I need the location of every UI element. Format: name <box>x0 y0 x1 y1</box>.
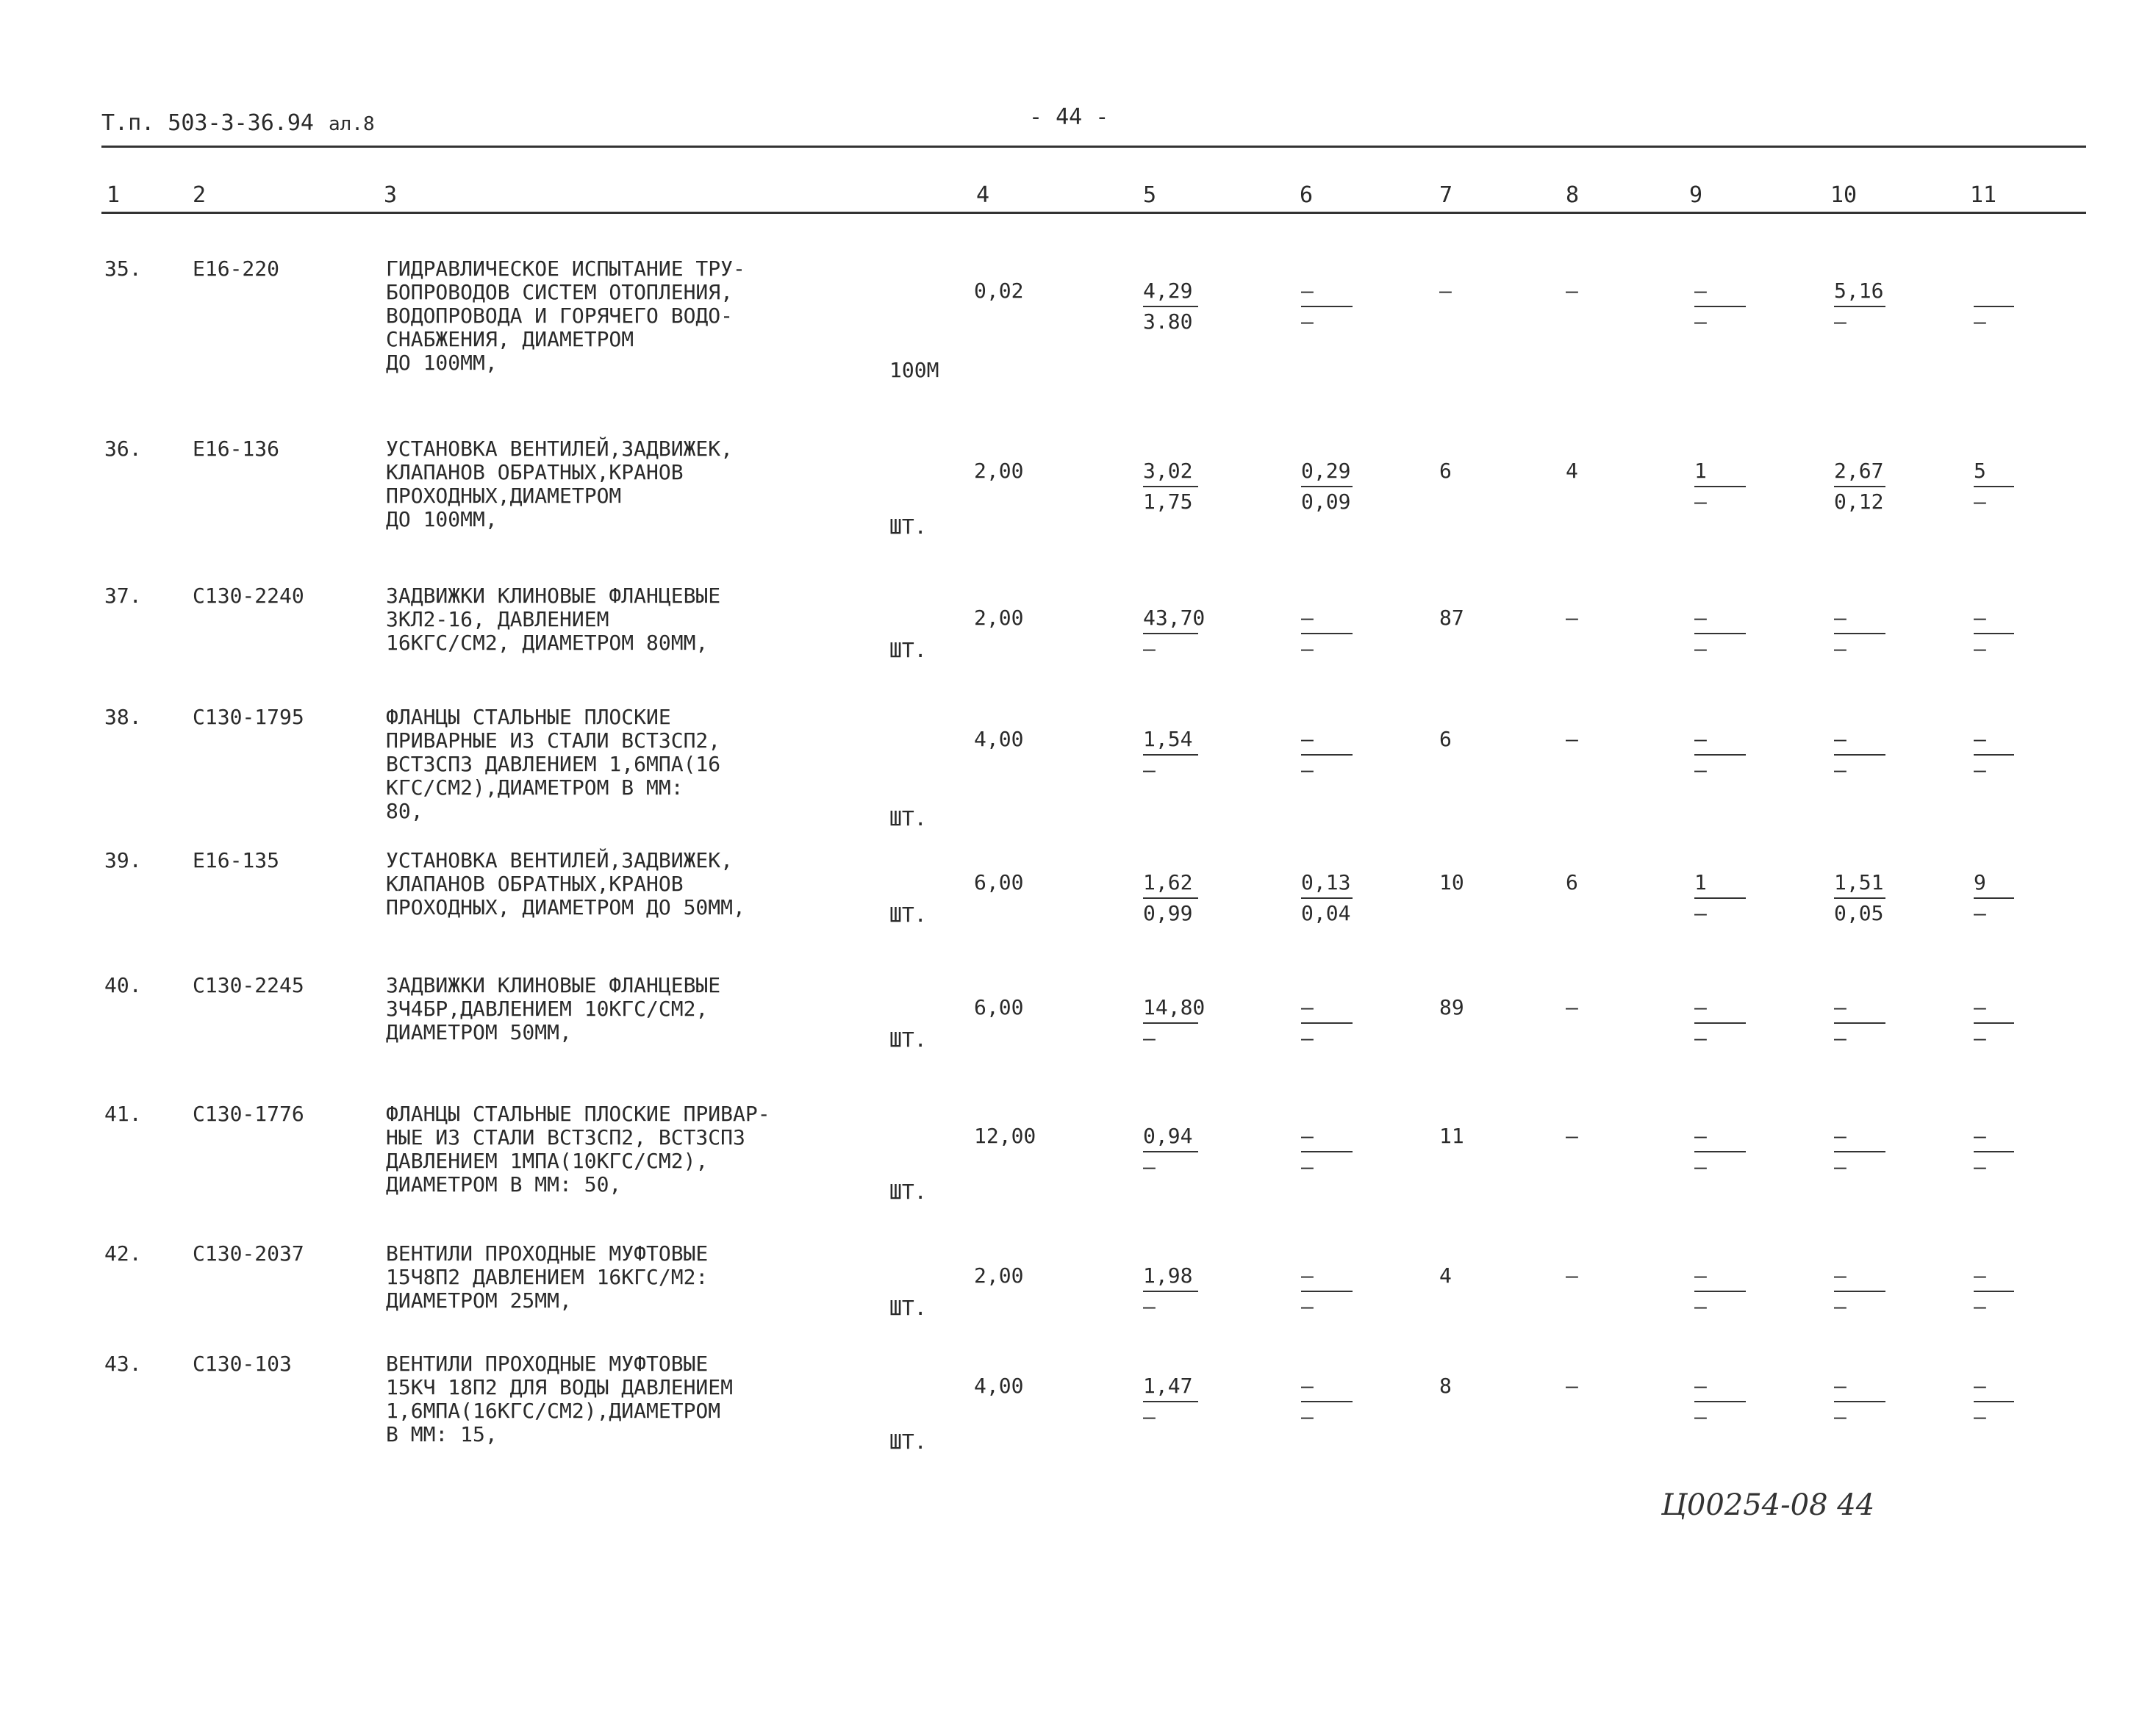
column-number: 11 <box>1970 182 1997 208</box>
column-10-bottom: – <box>1834 758 1847 782</box>
description-line: НЫЕ ИЗ СТАЛИ ВСТЗСП2, ВСТЗСПЗ <box>386 1125 745 1149</box>
row-number: 41. <box>104 1102 142 1126</box>
work-description <box>386 849 856 919</box>
description-line: ДИАМЕТРОМ В ММ: 50, <box>386 1172 622 1197</box>
row-number: 35. <box>104 257 142 281</box>
description-line: КЛАПАНОВ ОБРАТНЫХ,КРАНОВ <box>386 460 684 484</box>
description-line: ЗКЛ2-16, ДАВЛЕНИЕМ <box>386 607 609 631</box>
work-description <box>386 706 856 823</box>
unit-cost-bottom: 0,99 <box>1143 901 1193 925</box>
column-11-top: – <box>1974 1263 1986 1288</box>
unit-cost-bottom: – <box>1143 758 1156 782</box>
column-11-top: – <box>1974 995 1986 1019</box>
work-description <box>386 584 856 655</box>
fraction-line <box>1974 1022 2014 1024</box>
column-7-value: 10 <box>1439 870 1464 894</box>
fraction-line <box>1143 1022 1198 1024</box>
description-line: ЗАДВИЖКИ КЛИНОВЫЕ ФЛАНЦЕВЫЕ <box>386 584 721 608</box>
column-9-bottom: – <box>1694 1026 1707 1050</box>
column-9-top: – <box>1694 1124 1707 1148</box>
work-description <box>386 1352 856 1446</box>
unit-cost-top: 3,02 <box>1143 459 1193 483</box>
unit-cost-top: 1,47 <box>1143 1374 1193 1398</box>
work-description <box>386 974 856 1044</box>
column-number: 1 <box>107 182 121 208</box>
column-10-bottom: 0,12 <box>1834 489 1884 514</box>
column-9-top: – <box>1694 279 1707 303</box>
page-number: - 44 - <box>1029 104 1109 130</box>
column-7-value: 6 <box>1439 727 1452 751</box>
description-line: ВЕНТИЛИ ПРОХОДНЫЕ МУФТОВЫЕ <box>386 1241 709 1266</box>
column-10-top: 5,16 <box>1834 279 1884 303</box>
column-8-value: – <box>1566 1374 1578 1398</box>
description-line: БОПРОВОДОВ СИСТЕМ ОТОПЛЕНИЯ, <box>386 280 734 304</box>
unit-of-measure: ШТ. <box>889 638 927 662</box>
fraction-line <box>1694 633 1746 634</box>
unit-of-measure: ШТ. <box>889 1180 927 1204</box>
unit-cost-bottom: – <box>1143 636 1156 661</box>
column-7-value: 11 <box>1439 1124 1464 1148</box>
description-line: КГС/СМ2),ДИАМЕТРОМ В ММ: <box>386 775 684 800</box>
machine-cost-bottom: – <box>1301 758 1314 782</box>
unit-cost-bottom: 1,75 <box>1143 489 1193 514</box>
column-10-top: 2,67 <box>1834 459 1884 483</box>
rate-code: С130-2037 <box>193 1241 304 1266</box>
column-8-value: – <box>1566 995 1578 1019</box>
column-number: 6 <box>1300 182 1314 208</box>
handwritten-signature: Ц00254-08 44 <box>1661 1488 1875 1522</box>
rate-code: Е16-136 <box>193 437 280 461</box>
quantity: 4,00 <box>974 727 1024 751</box>
fraction-line <box>1301 1291 1353 1292</box>
fraction-line <box>1834 1291 1885 1292</box>
fraction-line <box>1974 754 2014 756</box>
column-number: 7 <box>1439 182 1453 208</box>
fraction-line <box>1694 1401 1746 1402</box>
column-9-top: – <box>1694 606 1707 630</box>
column-10-bottom: 0,05 <box>1834 901 1884 925</box>
fraction-line <box>1143 486 1198 487</box>
row-number: 39. <box>104 848 142 872</box>
unit-cost-bottom: – <box>1143 1026 1156 1050</box>
fraction-line <box>1143 897 1198 899</box>
row-number: 43. <box>104 1352 142 1376</box>
description-line: 1,6МПА(16КГС/СМ2),ДИАМЕТРОМ <box>386 1399 721 1423</box>
header-rule-bottom <box>101 212 2086 214</box>
rate-code: С130-103 <box>193 1352 292 1376</box>
description-line: УСТАНОВКА ВЕНТИЛЕЙ,ЗАДВИЖЕК, <box>386 437 734 461</box>
machine-cost-top: 0,13 <box>1301 870 1351 894</box>
fraction-line <box>1974 1401 2014 1402</box>
work-description <box>386 1242 856 1313</box>
unit-cost-top: 0,94 <box>1143 1124 1193 1148</box>
unit-of-measure: ШТ. <box>889 514 927 539</box>
column-9-bottom: – <box>1694 1405 1707 1429</box>
description-line: ДАВЛЕНИЕМ 1МПА(10КГС/СМ2), <box>386 1149 709 1173</box>
column-11-bottom: – <box>1974 901 1986 925</box>
description-line: ДИАМЕТРОМ 50ММ, <box>386 1020 572 1044</box>
fraction-line <box>1301 1151 1353 1152</box>
column-11-bottom: – <box>1974 1405 1986 1429</box>
fraction-line <box>1834 633 1885 634</box>
column-10-top: – <box>1834 1124 1847 1148</box>
column-11-bottom: – <box>1974 1294 1986 1319</box>
column-10-top: 1,51 <box>1834 870 1884 894</box>
unit-cost-top: 14,80 <box>1143 995 1206 1019</box>
column-10-top: – <box>1834 995 1847 1019</box>
column-8-value: – <box>1566 1263 1578 1288</box>
description-line: УСТАНОВКА ВЕНТИЛЕЙ,ЗАДВИЖЕК, <box>386 848 734 872</box>
fraction-line <box>1694 754 1746 756</box>
document-code-text: Т.п. 503-3-36.94 <box>101 110 314 136</box>
column-10-top: – <box>1834 727 1847 751</box>
column-11-bottom: – <box>1974 1155 1986 1179</box>
work-description <box>386 257 856 375</box>
rate-code: С130-1776 <box>193 1102 304 1126</box>
quantity: 4,00 <box>974 1374 1024 1398</box>
description-line: ПРОХОДНЫХ, ДИАМЕТРОМ ДО 50ММ, <box>386 895 745 919</box>
column-11-bottom: – <box>1974 636 1986 661</box>
row-number: 37. <box>104 584 142 608</box>
column-11-bottom: – <box>1974 1026 1986 1050</box>
fraction-line <box>1694 1151 1746 1152</box>
description-line: СНАБЖЕНИЯ, ДИАМЕТРОМ <box>386 327 634 351</box>
column-10-bottom: – <box>1834 309 1847 334</box>
description-line: ФЛАНЦЫ СТАЛЬНЫЕ ПЛОСКИЕ ПРИВАР- <box>386 1102 770 1126</box>
document-code <box>101 110 375 136</box>
unit-of-measure: ШТ. <box>889 1027 927 1052</box>
fraction-line <box>1301 486 1353 487</box>
unit-cost-top: 43,70 <box>1143 606 1206 630</box>
fraction-line <box>1301 1022 1353 1024</box>
machine-cost-top: – <box>1301 1374 1314 1398</box>
column-9-bottom: – <box>1694 309 1707 334</box>
column-9-bottom: – <box>1694 636 1707 661</box>
unit-cost-top: 4,29 <box>1143 279 1193 303</box>
fraction-line <box>1143 633 1198 634</box>
column-8-value: – <box>1566 279 1578 303</box>
description-line: КЛАПАНОВ ОБРАТНЫХ,КРАНОВ <box>386 872 684 896</box>
quantity: 6,00 <box>974 870 1024 894</box>
column-8-value: – <box>1566 606 1578 630</box>
machine-cost-top: 0,29 <box>1301 459 1351 483</box>
column-11-top: – <box>1974 727 1986 751</box>
work-description <box>386 437 856 531</box>
unit-cost-bottom: – <box>1143 1405 1156 1429</box>
column-9-top: – <box>1694 1263 1707 1288</box>
column-11-bottom: – <box>1974 758 1986 782</box>
description-line: ДО 100ММ, <box>386 507 498 531</box>
column-9-bottom: – <box>1694 1155 1707 1179</box>
rate-code: С130-1795 <box>193 705 304 729</box>
unit-cost-bottom: – <box>1143 1155 1156 1179</box>
unit-cost-top: 1,98 <box>1143 1263 1193 1288</box>
fraction-line <box>1974 897 2014 899</box>
machine-cost-bottom: 0,09 <box>1301 489 1351 514</box>
description-line: ПРИВАРНЫЕ ИЗ СТАЛИ ВСТЗСП2, <box>386 728 721 753</box>
description-line: ДО 100ММ, <box>386 351 498 375</box>
rate-code: Е16-220 <box>193 257 280 281</box>
description-line: ГИДРАВЛИЧЕСКОЕ ИСПЫТАНИЕ ТРУ- <box>386 257 745 281</box>
row-number: 42. <box>104 1241 142 1266</box>
description-line: ЗЧ4БР,ДАВЛЕНИЕМ 10КГС/СМ2, <box>386 997 709 1021</box>
fraction-line <box>1834 306 1885 307</box>
unit-of-measure: ШТ. <box>889 1296 927 1320</box>
fraction-line <box>1974 486 2014 487</box>
description-line: 80, <box>386 799 423 823</box>
column-7-value: 87 <box>1439 606 1464 630</box>
unit-of-measure: 100М <box>889 358 939 382</box>
row-number: 40. <box>104 973 142 997</box>
fraction-line <box>1974 306 2014 307</box>
fraction-line <box>1694 1291 1746 1292</box>
sheet-label: ал.8 <box>328 113 375 135</box>
column-10-bottom: – <box>1834 1405 1847 1429</box>
row-number: 36. <box>104 437 142 461</box>
machine-cost-bottom: – <box>1301 1026 1314 1050</box>
machine-cost-top: – <box>1301 606 1314 630</box>
machine-cost-bottom: – <box>1301 309 1314 334</box>
machine-cost-bottom: – <box>1301 1405 1314 1429</box>
column-number: 4 <box>976 182 990 208</box>
description-line: 16КГС/СМ2, ДИАМЕТРОМ 80ММ, <box>386 631 709 655</box>
fraction-line <box>1694 306 1746 307</box>
quantity: 2,00 <box>974 459 1024 483</box>
quantity: 12,00 <box>974 1124 1036 1148</box>
fraction-line <box>1301 306 1353 307</box>
column-10-top: – <box>1834 606 1847 630</box>
column-9-bottom: – <box>1694 1294 1707 1319</box>
column-10-bottom: – <box>1834 1026 1847 1050</box>
unit-cost-bottom: 3.80 <box>1143 309 1193 334</box>
description-line: В ММ: 15, <box>386 1422 498 1446</box>
rate-code: Е16-135 <box>193 848 280 872</box>
fraction-line <box>1143 306 1198 307</box>
machine-cost-top: – <box>1301 1124 1314 1148</box>
fraction-line <box>1694 486 1746 487</box>
column-10-top: – <box>1834 1374 1847 1398</box>
column-9-top: – <box>1694 995 1707 1019</box>
column-10-bottom: – <box>1834 1294 1847 1319</box>
column-7-value: 89 <box>1439 995 1464 1019</box>
rate-code: С130-2240 <box>193 584 304 608</box>
column-11-top: – <box>1974 606 1986 630</box>
fraction-line <box>1301 897 1353 899</box>
column-9-top: 1 <box>1694 459 1707 483</box>
description-line: ВСТЗСПЗ ДАВЛЕНИЕМ 1,6МПА(16 <box>386 752 721 776</box>
fraction-line <box>1834 1151 1885 1152</box>
column-9-top: 1 <box>1694 870 1707 894</box>
column-11-top: – <box>1974 1374 1986 1398</box>
column-number: 10 <box>1830 182 1858 208</box>
fraction-line <box>1301 1401 1353 1402</box>
column-11-bottom: – <box>1974 489 1986 514</box>
column-8-value: – <box>1566 727 1578 751</box>
row-number: 38. <box>104 705 142 729</box>
machine-cost-top: – <box>1301 995 1314 1019</box>
machine-cost-bottom: – <box>1301 1155 1314 1179</box>
fraction-line <box>1694 1022 1746 1024</box>
fraction-line <box>1834 897 1885 899</box>
column-7-value: – <box>1439 279 1452 303</box>
column-9-top: – <box>1694 1374 1707 1398</box>
quantity: 2,00 <box>974 1263 1024 1288</box>
fraction-line <box>1143 1151 1198 1152</box>
column-7-value: 6 <box>1439 459 1452 483</box>
column-7-value: 8 <box>1439 1374 1452 1398</box>
machine-cost-bottom: – <box>1301 636 1314 661</box>
machine-cost-top: – <box>1301 279 1314 303</box>
fraction-line <box>1834 1401 1885 1402</box>
column-10-top: – <box>1834 1263 1847 1288</box>
description-line: ФЛАНЦЫ СТАЛЬНЫЕ ПЛОСКИЕ <box>386 705 671 729</box>
column-10-bottom: – <box>1834 1155 1847 1179</box>
description-line: ДИАМЕТРОМ 25ММ, <box>386 1288 572 1313</box>
column-number: 8 <box>1566 182 1580 208</box>
description-line: ЗАДВИЖКИ КЛИНОВЫЕ ФЛАНЦЕВЫЕ <box>386 973 721 997</box>
fraction-line <box>1143 1401 1198 1402</box>
quantity: 6,00 <box>974 995 1024 1019</box>
fraction-line <box>1974 1291 2014 1292</box>
column-10-bottom: – <box>1834 636 1847 661</box>
fraction-line <box>1974 633 2014 634</box>
header-rule-top <box>101 146 2086 148</box>
fraction-line <box>1143 1291 1198 1292</box>
column-11-top: 5 <box>1974 459 1986 483</box>
quantity: 0,02 <box>974 279 1024 303</box>
column-9-top: – <box>1694 727 1707 751</box>
column-number: 9 <box>1689 182 1703 208</box>
description-line: 15КЧ 18П2 ДЛЯ ВОДЫ ДАВЛЕНИЕМ <box>386 1375 734 1399</box>
column-9-bottom: – <box>1694 758 1707 782</box>
column-11-bottom: – <box>1974 309 1986 334</box>
quantity: 2,00 <box>974 606 1024 630</box>
description-line: ВОДОПРОВОДА И ГОРЯЧЕГО ВОДО- <box>386 304 734 328</box>
column-number: 5 <box>1143 182 1157 208</box>
description-line: ВЕНТИЛИ ПРОХОДНЫЕ МУФТОВЫЕ <box>386 1352 709 1376</box>
unit-of-measure: ШТ. <box>889 1430 927 1454</box>
unit-cost-bottom: – <box>1143 1294 1156 1319</box>
unit-of-measure: ШТ. <box>889 806 927 831</box>
description-line: 15Ч8П2 ДАВЛЕНИЕМ 16КГС/М2: <box>386 1265 709 1289</box>
fraction-line <box>1834 754 1885 756</box>
column-number: 2 <box>193 182 207 208</box>
unit-cost-top: 1,54 <box>1143 727 1193 751</box>
column-11-top: – <box>1974 1124 1986 1148</box>
fraction-line <box>1301 633 1353 634</box>
fraction-line <box>1694 897 1746 899</box>
fraction-line <box>1834 1022 1885 1024</box>
unit-cost-top: 1,62 <box>1143 870 1193 894</box>
machine-cost-bottom: – <box>1301 1294 1314 1319</box>
column-8-value: 6 <box>1566 870 1578 894</box>
column-8-value: – <box>1566 1124 1578 1148</box>
column-9-bottom: – <box>1694 901 1707 925</box>
machine-cost-bottom: 0,04 <box>1301 901 1351 925</box>
column-number: 3 <box>384 182 398 208</box>
fraction-line <box>1834 486 1885 487</box>
work-description <box>386 1102 856 1197</box>
machine-cost-top: – <box>1301 727 1314 751</box>
unit-of-measure: ШТ. <box>889 903 927 927</box>
column-11-top: 9 <box>1974 870 1986 894</box>
column-9-bottom: – <box>1694 489 1707 514</box>
fraction-line <box>1301 754 1353 756</box>
column-7-value: 4 <box>1439 1263 1452 1288</box>
rate-code: С130-2245 <box>193 973 304 997</box>
description-line: ПРОХОДНЫХ,ДИАМЕТРОМ <box>386 484 622 508</box>
machine-cost-top: – <box>1301 1263 1314 1288</box>
column-8-value: 4 <box>1566 459 1578 483</box>
fraction-line <box>1143 754 1198 756</box>
fraction-line <box>1974 1151 2014 1152</box>
